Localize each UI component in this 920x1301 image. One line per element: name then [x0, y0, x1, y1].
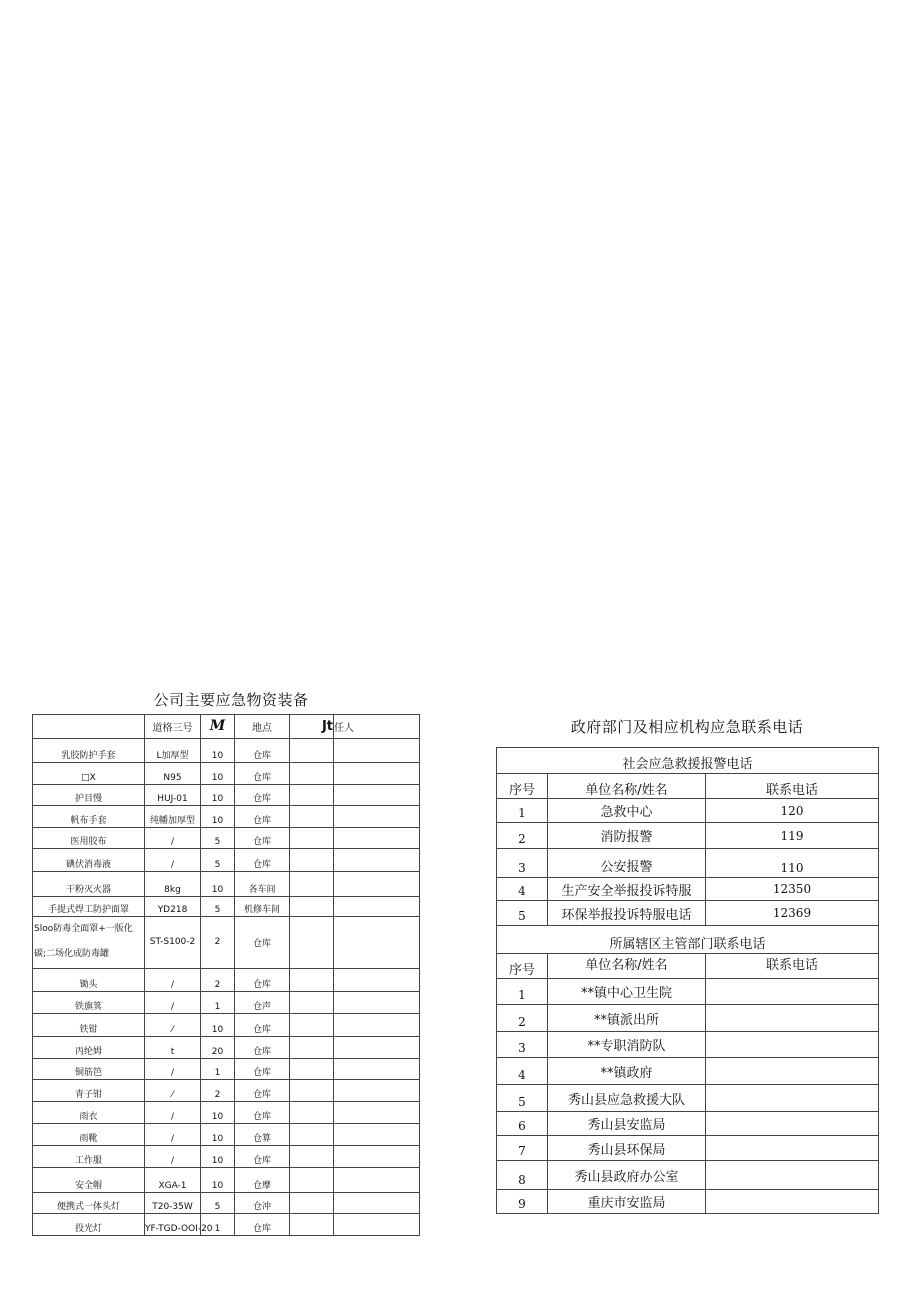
- item-spec: /: [145, 992, 201, 1014]
- table-row: [33, 1146, 420, 1168]
- item-qty: 2: [201, 1080, 235, 1102]
- table-row: [497, 849, 879, 878]
- item-spec: T20-35W: [145, 1193, 201, 1214]
- item-owner: [290, 849, 334, 872]
- item-owner: [290, 1037, 334, 1059]
- item-name: 丙纶姆: [33, 1037, 145, 1059]
- item-qty: 20: [201, 1037, 235, 1059]
- table-row: [33, 806, 420, 828]
- header-extra: 任人: [334, 715, 420, 739]
- contacts-table: [496, 747, 879, 1214]
- item-qty: 5: [201, 849, 235, 872]
- item-name: 铁旗箕: [33, 992, 145, 1014]
- item-location: 仓库: [235, 828, 290, 849]
- item-qty: 10: [201, 785, 235, 806]
- item-owner: [290, 806, 334, 828]
- item-qty: 1: [201, 992, 235, 1014]
- contact-seq: 2: [497, 1005, 548, 1032]
- item-owner: [290, 917, 334, 969]
- contacts-table-title: 政府部门及相应机构应急联系电话: [570, 718, 804, 736]
- item-spec: 纯幡加厚型: [145, 806, 201, 828]
- item-qty: 1: [201, 1214, 235, 1236]
- table-row: [33, 849, 420, 872]
- item-owner: [290, 785, 334, 806]
- contact-phone: 12350: [706, 878, 879, 901]
- item-name: 锄头: [33, 969, 145, 992]
- item-spec: XGA-1: [145, 1168, 201, 1193]
- item-extra: [334, 897, 420, 917]
- table-row: [497, 1136, 879, 1161]
- item-location: 仓库: [235, 806, 290, 828]
- section-title-authorities: 所属辖区主管部门联系电话: [497, 926, 879, 954]
- contact-unit: **专职消防队: [548, 1032, 706, 1058]
- table-row: [497, 1190, 879, 1214]
- header-seq: 序号: [497, 954, 548, 979]
- header-seq: 序号: [497, 774, 548, 799]
- item-spec: /: [145, 828, 201, 849]
- table-row: [33, 1124, 420, 1146]
- item-location: 仓库: [235, 917, 290, 969]
- table-row: [497, 1161, 879, 1190]
- contact-phone: [706, 1032, 879, 1058]
- item-location: 机修车间: [235, 897, 290, 917]
- contact-seq: 6: [497, 1112, 548, 1136]
- item-location: 仓库: [235, 1059, 290, 1080]
- item-owner: [290, 1193, 334, 1214]
- item-qty: 10: [201, 1102, 235, 1124]
- item-extra: [334, 739, 420, 763]
- header-unit: 单位名称/姓名: [548, 774, 706, 799]
- item-qty: 2: [201, 917, 235, 969]
- contact-seq: 1: [497, 979, 548, 1005]
- item-owner: [290, 1214, 334, 1236]
- item-extra: [334, 849, 420, 872]
- item-location: 仓摩: [235, 1168, 290, 1193]
- table-row: [33, 739, 420, 763]
- item-location: 仓库: [235, 1214, 290, 1236]
- table-row: [497, 1032, 879, 1058]
- item-extra: [334, 1037, 420, 1059]
- materials-table-title: 公司主要应急物资装备: [153, 691, 309, 709]
- table-row: [497, 1005, 879, 1032]
- table-row: [497, 799, 879, 823]
- item-spec: ⁄: [145, 1014, 201, 1037]
- item-extra: [334, 1059, 420, 1080]
- contact-unit: 生产安全举报投诉特服: [548, 878, 706, 901]
- item-name: 雨靴: [33, 1124, 145, 1146]
- section-title-emergency: 社会应急救援报警电话: [497, 748, 879, 774]
- item-extra: [334, 1146, 420, 1168]
- item-spec: YF-TGD-OOI-20: [145, 1214, 201, 1236]
- table-header-row: [33, 715, 420, 739]
- item-spec: ST-S100-2: [145, 917, 201, 969]
- contact-unit: 秀山县应急救援大队: [548, 1085, 706, 1112]
- header-location: 地点: [235, 715, 290, 739]
- contact-phone: 110: [706, 849, 879, 878]
- item-extra: [334, 1214, 420, 1236]
- item-name: 护目慢: [33, 785, 145, 806]
- item-qty: 5: [201, 828, 235, 849]
- table-row: [33, 1037, 420, 1059]
- contact-phone: [706, 1190, 879, 1214]
- header-phone: 联系电话: [706, 774, 879, 799]
- item-location: 仓库: [235, 739, 290, 763]
- item-name: 手提式焊工防护面罩: [33, 897, 145, 917]
- contact-unit: 急救中心: [548, 799, 706, 823]
- item-name: 青子钳: [33, 1080, 145, 1102]
- item-extra: [334, 828, 420, 849]
- item-owner: [290, 763, 334, 785]
- item-name: 帆布手套: [33, 806, 145, 828]
- table-row: [33, 992, 420, 1014]
- item-extra: [334, 917, 420, 969]
- item-spec: /: [145, 849, 201, 872]
- table-row: [497, 901, 879, 926]
- item-spec: /: [145, 1059, 201, 1080]
- item-owner: [290, 1124, 334, 1146]
- contact-phone: [706, 1161, 879, 1190]
- contact-seq: 4: [497, 1058, 548, 1085]
- table-row: [497, 823, 879, 849]
- contact-seq: 5: [497, 901, 548, 926]
- item-name: 雨衣: [33, 1102, 145, 1124]
- item-extra: [334, 1014, 420, 1037]
- item-qty: 10: [201, 806, 235, 828]
- contact-unit: **镇派出所: [548, 1005, 706, 1032]
- table-row: [33, 785, 420, 806]
- item-location: 仓库: [235, 1102, 290, 1124]
- contact-phone: [706, 979, 879, 1005]
- item-spec: t: [145, 1037, 201, 1059]
- item-extra: [334, 806, 420, 828]
- item-spec: /: [145, 1146, 201, 1168]
- item-name: 工作服: [33, 1146, 145, 1168]
- contact-unit: 重庆市安监局: [548, 1190, 706, 1214]
- item-spec: YD218: [145, 897, 201, 917]
- table-row: [33, 763, 420, 785]
- table-row: [33, 1014, 420, 1037]
- item-extra: [334, 872, 420, 897]
- contact-phone: [706, 1112, 879, 1136]
- item-qty: 5: [201, 1193, 235, 1214]
- item-owner: [290, 1102, 334, 1124]
- item-name: 碘伏消毒液: [33, 849, 145, 872]
- item-extra: [334, 1102, 420, 1124]
- item-location: 仓库: [235, 969, 290, 992]
- item-qty: 10: [201, 1168, 235, 1193]
- item-qty: 10: [201, 763, 235, 785]
- contact-unit: **镇政府: [548, 1058, 706, 1085]
- item-location: 仓库: [235, 763, 290, 785]
- item-qty: 10: [201, 1124, 235, 1146]
- header-phone: 联系电话: [706, 954, 879, 979]
- table-row: [497, 878, 879, 901]
- item-name: 铁钳: [33, 1014, 145, 1037]
- item-extra: [334, 763, 420, 785]
- item-name: 乳胶防护手套: [33, 739, 145, 763]
- item-location: 仓库: [235, 1080, 290, 1102]
- item-owner: [290, 969, 334, 992]
- contact-seq: 8: [497, 1161, 548, 1190]
- table-row: [33, 1193, 420, 1214]
- contact-phone: 12369: [706, 901, 879, 926]
- table-row: [33, 1214, 420, 1236]
- table-row: [497, 1058, 879, 1085]
- contact-seq: 7: [497, 1136, 548, 1161]
- table-row: [33, 872, 420, 897]
- item-extra: [334, 969, 420, 992]
- item-location: 仓库: [235, 1014, 290, 1037]
- contact-seq: 2: [497, 823, 548, 849]
- table-row: [33, 897, 420, 917]
- item-name: 铜筋笆: [33, 1059, 145, 1080]
- contact-seq: 3: [497, 849, 548, 878]
- item-name: □X: [33, 763, 145, 785]
- item-name: 便携式一体头灯: [33, 1193, 145, 1214]
- item-extra: [334, 1193, 420, 1214]
- contact-seq: 9: [497, 1190, 548, 1214]
- item-name: 安全帽: [33, 1168, 145, 1193]
- table-row: [497, 1085, 879, 1112]
- table-row: [33, 917, 420, 969]
- item-owner: [290, 828, 334, 849]
- contact-phone: 120: [706, 799, 879, 823]
- contact-unit: 秀山县安监局: [548, 1112, 706, 1136]
- item-extra: [334, 785, 420, 806]
- header-owner: Jt: [290, 715, 334, 739]
- contact-seq: 1: [497, 799, 548, 823]
- contact-phone: [706, 1136, 879, 1161]
- item-name: 投光灯: [33, 1214, 145, 1236]
- item-spec: /: [145, 1124, 201, 1146]
- item-location: 仓库: [235, 1037, 290, 1059]
- contact-phone: [706, 1058, 879, 1085]
- item-extra: [334, 1080, 420, 1102]
- item-name: 医用胶布: [33, 828, 145, 849]
- header-name: [33, 715, 145, 739]
- contact-phone: 119: [706, 823, 879, 849]
- item-owner: [290, 1146, 334, 1168]
- table-row: [33, 1080, 420, 1102]
- section-row: [497, 926, 879, 954]
- item-extra: [334, 1168, 420, 1193]
- table-row: [497, 1112, 879, 1136]
- item-qty: 5: [201, 897, 235, 917]
- table-row: [33, 1059, 420, 1080]
- contact-seq: 4: [497, 878, 548, 901]
- item-owner: [290, 739, 334, 763]
- item-spec: N95: [145, 763, 201, 785]
- materials-table: [32, 714, 420, 1236]
- contact-unit: 消防报警: [548, 823, 706, 849]
- item-owner: [290, 1168, 334, 1193]
- item-qty: 1: [201, 1059, 235, 1080]
- item-location: 仓算: [235, 1124, 290, 1146]
- table-header-row: [497, 954, 879, 979]
- item-extra: [334, 992, 420, 1014]
- table-row: [33, 1102, 420, 1124]
- item-owner: [290, 1080, 334, 1102]
- item-qty: 10: [201, 1014, 235, 1037]
- item-owner: [290, 1014, 334, 1037]
- item-name: Sloo防毒全面罩+一版化碳;二场化成防毒罐: [33, 917, 145, 969]
- item-spec: ⁄: [145, 1080, 201, 1102]
- item-location: 仓库: [235, 785, 290, 806]
- contact-phone: [706, 1005, 879, 1032]
- table-header-row: [497, 774, 879, 799]
- contact-unit: 公安报警: [548, 849, 706, 878]
- item-extra: [334, 1124, 420, 1146]
- item-qty: 10: [201, 872, 235, 897]
- item-spec: 8kg: [145, 872, 201, 897]
- contact-unit: 秀山县政府办公室: [548, 1161, 706, 1190]
- section-row: [497, 748, 879, 774]
- item-spec: /: [145, 1102, 201, 1124]
- item-qty: 10: [201, 1146, 235, 1168]
- header-spec: 道格三号: [145, 715, 201, 739]
- item-location: 仓库: [235, 1146, 290, 1168]
- item-spec: HUJ-01: [145, 785, 201, 806]
- header-unit: 单位名称/姓名: [548, 954, 706, 979]
- item-location: 仓库: [235, 849, 290, 872]
- contact-unit: 秀山县环保局: [548, 1136, 706, 1161]
- contact-unit: 环保举报投诉特服电话: [548, 901, 706, 926]
- item-owner: [290, 1059, 334, 1080]
- item-owner: [290, 992, 334, 1014]
- item-location: 仓声: [235, 992, 290, 1014]
- item-owner: [290, 897, 334, 917]
- item-spec: L加厚型: [145, 739, 201, 763]
- item-location: 各车间: [235, 872, 290, 897]
- table-row: [33, 969, 420, 992]
- table-row: [33, 828, 420, 849]
- header-qty: M: [201, 715, 235, 739]
- contact-seq: 3: [497, 1032, 548, 1058]
- item-name: 干粉灭火器: [33, 872, 145, 897]
- item-qty: 2: [201, 969, 235, 992]
- contact-phone: [706, 1085, 879, 1112]
- item-qty: 10: [201, 739, 235, 763]
- table-row: [33, 1168, 420, 1193]
- table-row: [497, 979, 879, 1005]
- contact-seq: 5: [497, 1085, 548, 1112]
- item-spec: /: [145, 969, 201, 992]
- item-owner: [290, 872, 334, 897]
- item-location: 仓冲: [235, 1193, 290, 1214]
- contact-unit: **镇中心卫生院: [548, 979, 706, 1005]
